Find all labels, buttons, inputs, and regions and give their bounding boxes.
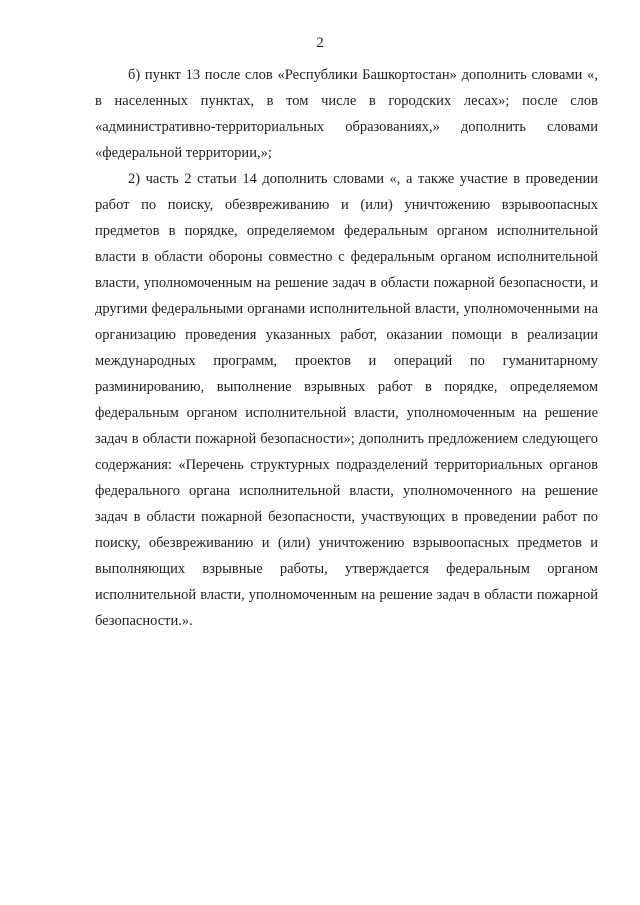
paragraph-item-2: 2) часть 2 статьи 14 дополнить словами «, а также участие в проведении работ по поиску, обезвреживанию и (или) уничтожению взрывоопасных предметов в порядке, определяемом федеральным органом исполнительной власти в области обороны совместно с федеральным органом исполнительной власти, уполномоченным на решение задач в области пожарной безопасности, и другими федеральными органами исполнительной власти, уполномоченными на организацию проведения указанных работ, оказании помощи в реализации международных программ, проектов и операций по гуманитарному разминированию, выполнение взрывных работ в порядке, определяемом федеральным органом исполнительной власти, уполномоченным на решение задач в области пожарной безопасности»; дополнить предложением следующего содержания: «Перечень структурных подразделений территориальных органов федерального органа исполнительной власти, уполномоченного на решение задач в области пожарной безопасности, участвующих в проведении работ по поиску, обезвреживанию и (или) уничтожению взрывоопасных предметов и выполняющих взрывные работы, утверждается федеральным органом исполнительной власти, уполномоченным на решение задач в области пожарной безопасности.». bbox=[95, 171, 598, 629]
document-body bbox=[95, 62, 598, 634]
paragraph-item-b: б) пункт 13 после слов «Республики Башкортостан» дополнить словами «, в населенных пунктах, в том числе в городских лесах»; после слов «административно-территориальных образованиях,» дополнить словами «федеральной территории,»; bbox=[95, 67, 598, 161]
page-number: 2 bbox=[316, 35, 324, 51]
